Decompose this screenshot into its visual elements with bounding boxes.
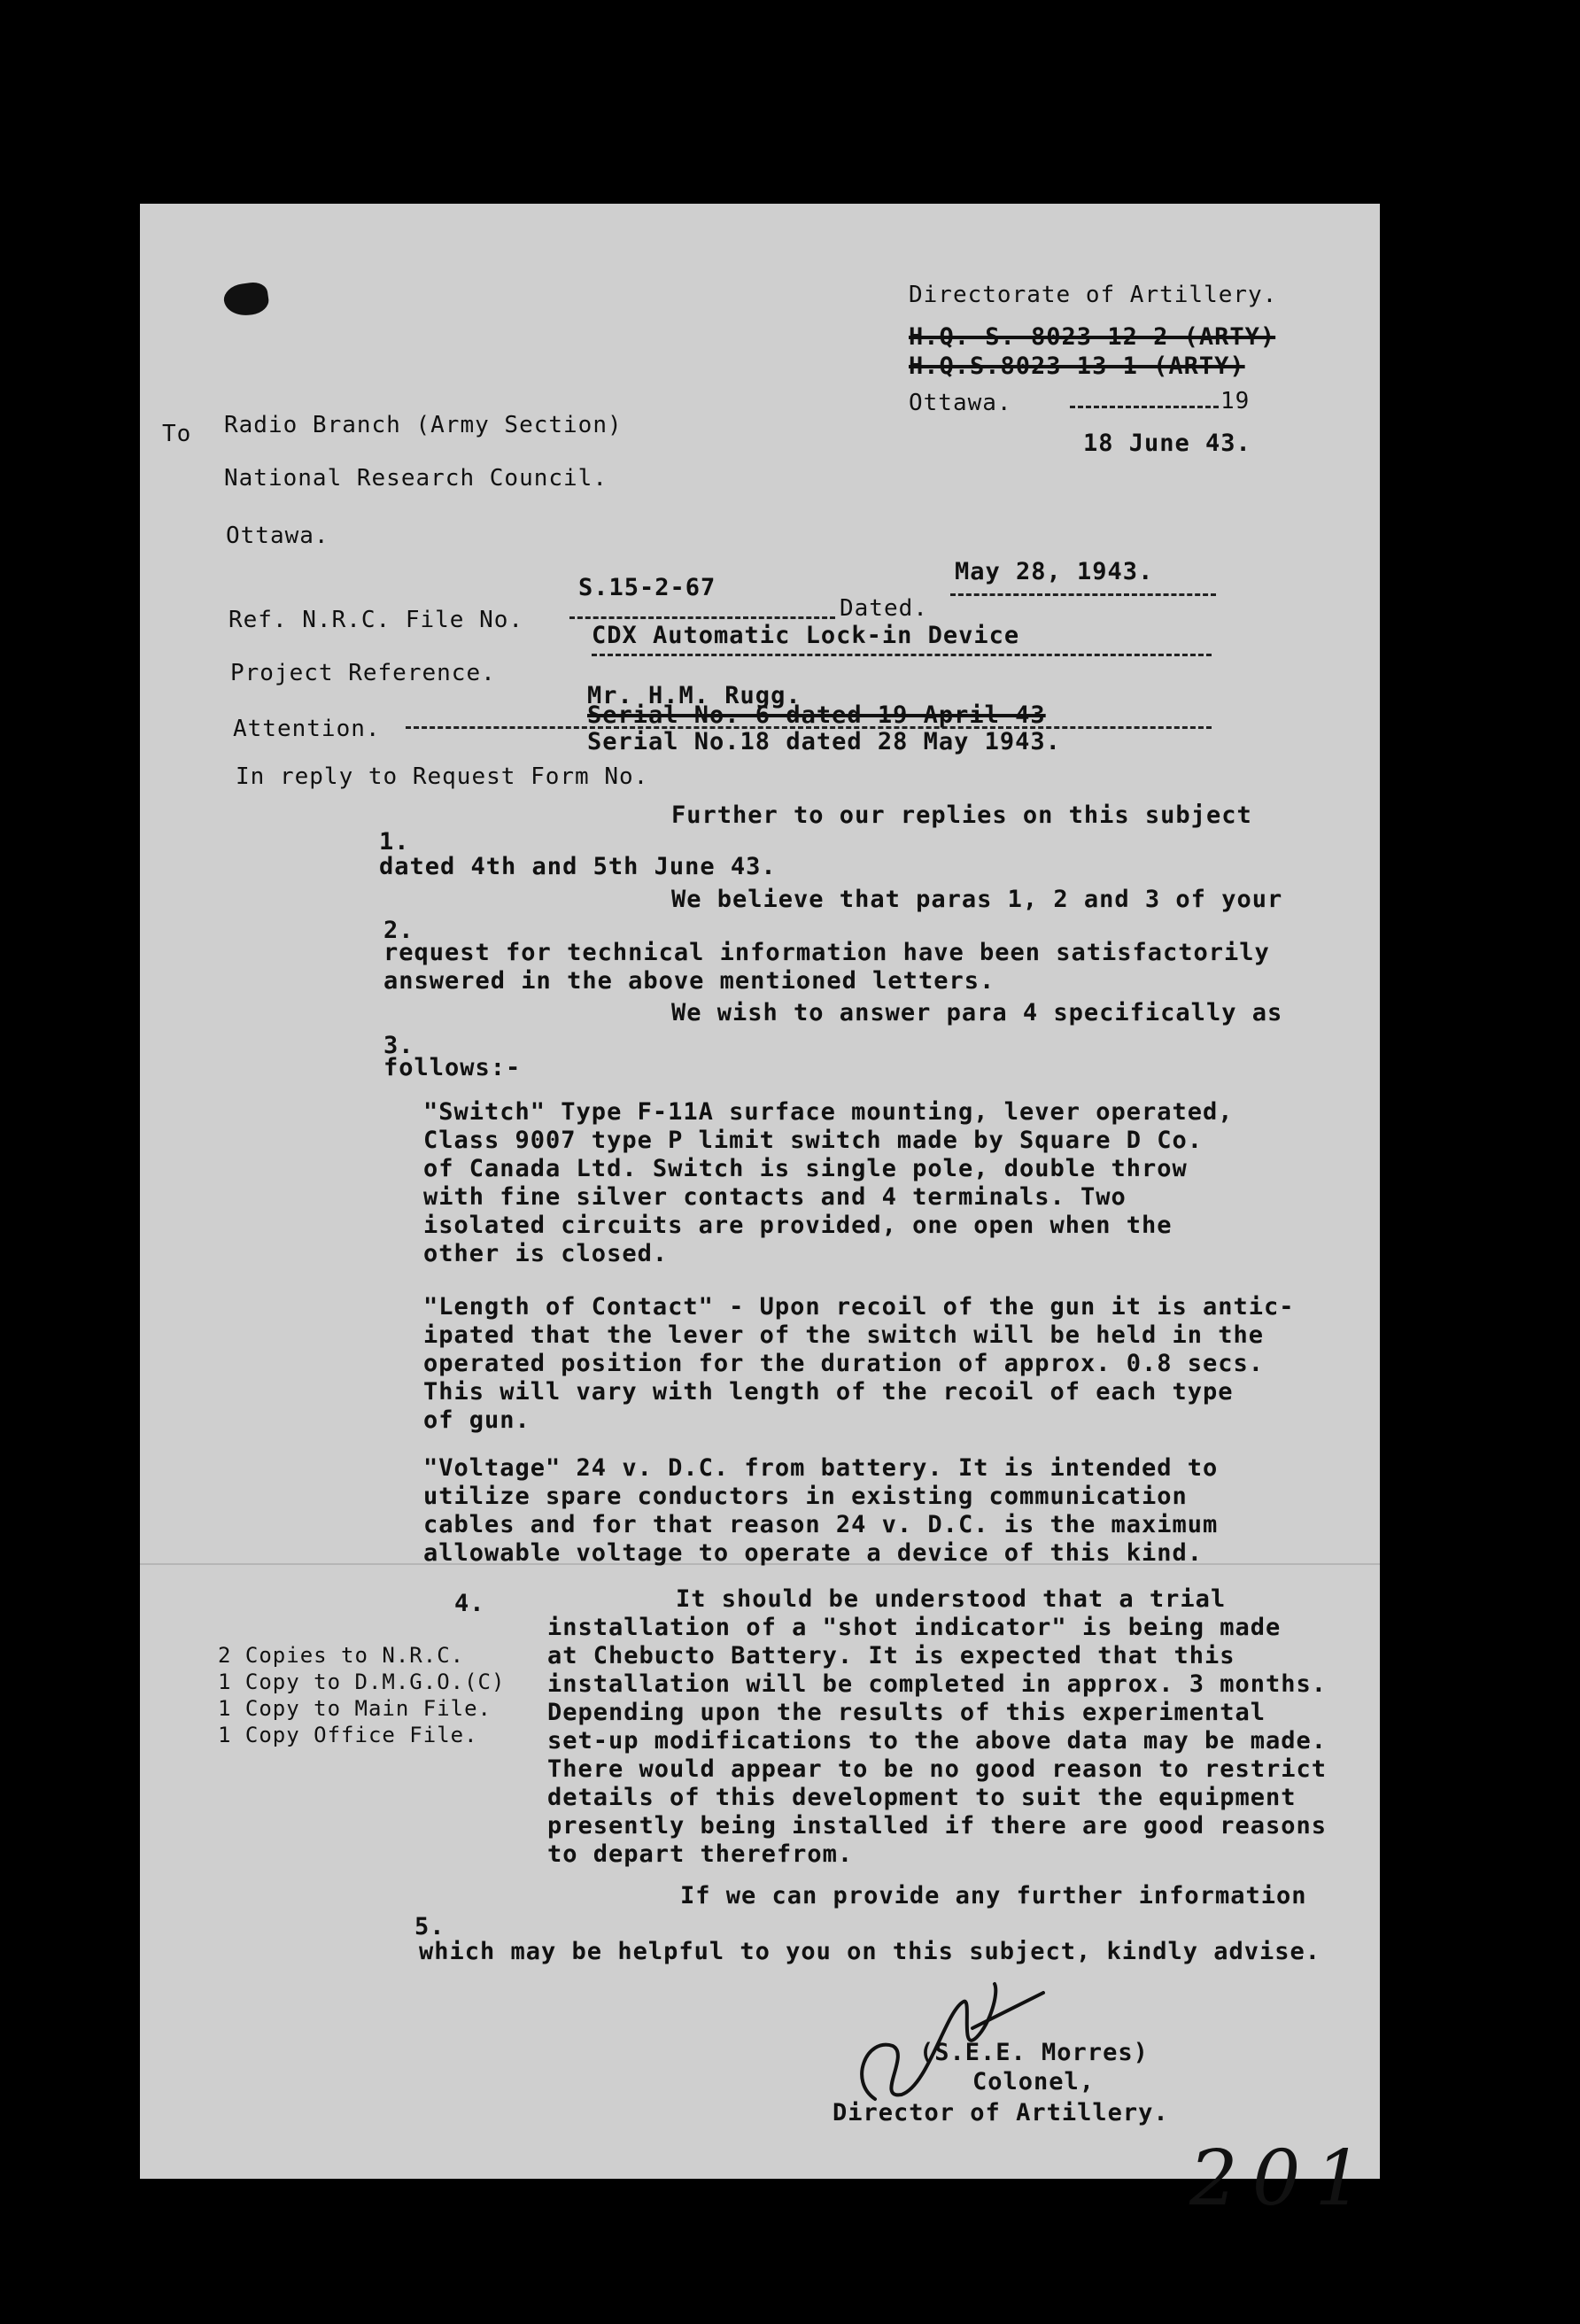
para-1-line-2: dated 4th and 5th June 43. bbox=[379, 853, 777, 880]
file-no-dashes bbox=[569, 616, 835, 619]
serial-new: Serial No.18 dated 28 May 1943. bbox=[587, 728, 1061, 755]
switch-line-1: "Switch" Type F-11A surface mounting, lever operated, bbox=[423, 1098, 1234, 1126]
para-4-line-1: It should be understood that a trial bbox=[676, 1585, 1227, 1613]
voltage-line-2: utilize spare conductors in existing communication bbox=[423, 1483, 1188, 1510]
addressee-line-3: Ottawa. bbox=[226, 523, 329, 549]
switch-line-2: Class 9007 type P limit switch made by Square D Co. bbox=[423, 1127, 1204, 1154]
to-label: To bbox=[162, 421, 192, 447]
para-2-line-1: We believe that paras 1, 2 and 3 of your bbox=[671, 886, 1283, 913]
para-1-line-1: Further to our replies on this subject bbox=[671, 802, 1252, 829]
signatory-rank: Colonel, bbox=[972, 2068, 1096, 2095]
ink-blot bbox=[222, 281, 271, 319]
switch-line-6: other is closed. bbox=[423, 1240, 669, 1267]
para-4-line-7: There would appear to be no good reason to restrict bbox=[547, 1755, 1328, 1783]
letter-date: 18 June 43. bbox=[1083, 430, 1251, 457]
signatory-name: (S.E.E. Morres) bbox=[919, 2039, 1149, 2066]
year-suffix: 19 bbox=[1220, 388, 1251, 414]
para-3-number: 3. bbox=[383, 1032, 414, 1059]
attention-label: Attention. bbox=[233, 716, 381, 742]
contact-line-1: "Length of Contact" - Upon recoil of the gun it is antic- bbox=[423, 1293, 1295, 1321]
para-5-line-1: If we can provide any further information bbox=[680, 1882, 1307, 1910]
para-4-line-6: set-up modifications to the above data may be made. bbox=[547, 1727, 1328, 1755]
voltage-line-3: cables and for that reason 24 v. D.C. is the maximum bbox=[423, 1511, 1219, 1538]
para-5-number: 5. bbox=[414, 1913, 445, 1941]
handwritten-page-number: 201 bbox=[1189, 2134, 1378, 2223]
file-no-label: Ref. N.R.C. File No. bbox=[228, 607, 524, 633]
hq-reference: H.Q.S.8023-13-1 (ARTY) bbox=[909, 352, 1245, 380]
para-3-line-2: follows:- bbox=[383, 1054, 522, 1081]
request-form-label: In reply to Request Form No. bbox=[236, 763, 649, 790]
para-2-line-3: answered in the above mentioned letters. bbox=[383, 967, 995, 995]
project-label: Project Reference. bbox=[230, 660, 496, 686]
signatory-title: Director of Artillery. bbox=[833, 2099, 1169, 2126]
addressee-line-1: Radio Branch (Army Section) bbox=[224, 412, 623, 438]
copies-line-2: 1 Copy to D.M.G.O.(C) bbox=[218, 1669, 506, 1694]
serial-old: Serial No. 6 dated 19 April 43 bbox=[587, 701, 1046, 729]
place-label: Ottawa. bbox=[909, 390, 1012, 416]
para-2-line-2: request for technical information have been satisfactorily bbox=[383, 939, 1270, 966]
voltage-line-4: allowable voltage to operate a device of this kind. bbox=[423, 1539, 1204, 1567]
para-2-number: 2. bbox=[383, 917, 414, 944]
hq-reference-old: H.Q. S. 8023-12-2 (ARTY) bbox=[909, 323, 1276, 351]
contact-line-3: operated position for the duration of approx. 0.8 secs. bbox=[423, 1350, 1265, 1377]
contact-line-4: This will vary with length of the recoil of each type bbox=[423, 1378, 1234, 1406]
para-4-line-8: details of this development to suit the equipment bbox=[547, 1784, 1297, 1811]
dated-dashes bbox=[950, 593, 1216, 596]
attention-value: Mr. H.M. Rugg. bbox=[587, 682, 802, 709]
contact-line-2: ipated that the lever of the switch will be held in the bbox=[423, 1321, 1265, 1349]
document-page bbox=[140, 204, 1380, 2223]
copies-line-3: 1 Copy to Main File. bbox=[218, 1696, 492, 1721]
para-4-line-4: installation will be completed in approx. 3 months. bbox=[547, 1670, 1328, 1698]
contact-line-5: of gun. bbox=[423, 1406, 531, 1434]
dated-label: Dated. bbox=[840, 595, 928, 622]
year-dashes bbox=[1070, 406, 1219, 408]
file-no-value: S.15-2-67 bbox=[578, 574, 716, 601]
para-4-line-9: presently being installed if there are good reasons bbox=[547, 1812, 1328, 1840]
switch-line-4: with fine silver contacts and 4 terminals. Two bbox=[423, 1183, 1127, 1211]
para-4-line-2: installation of a "shot indicator" is being made bbox=[547, 1614, 1282, 1641]
project-value: CDX Automatic Lock-in Device bbox=[592, 622, 1020, 649]
directorate-heading: Directorate of Artillery. bbox=[909, 282, 1278, 308]
project-dashes bbox=[592, 654, 1212, 656]
dated-value: May 28, 1943. bbox=[955, 558, 1154, 585]
para-3-line-1: We wish to answer para 4 specifically as bbox=[671, 999, 1283, 1026]
addressee-line-2: National Research Council. bbox=[224, 465, 608, 492]
para-5-line-2: which may be helpful to you on this subject, kindly advise. bbox=[419, 1938, 1321, 1965]
voltage-line-1: "Voltage" 24 v. D.C. from battery. It is intended to bbox=[423, 1454, 1219, 1482]
copies-line-1: 2 Copies to N.R.C. bbox=[218, 1643, 465, 1668]
switch-line-3: of Canada Ltd. Switch is single pole, double throw bbox=[423, 1155, 1188, 1182]
para-4-line-3: at Chebucto Battery. It is expected that this bbox=[547, 1642, 1235, 1669]
para-4-line-5: Depending upon the results of this experimental bbox=[547, 1699, 1266, 1726]
para-4-number: 4. bbox=[454, 1590, 485, 1617]
para-1-number: 1. bbox=[379, 828, 410, 856]
copies-line-4: 1 Copy Office File. bbox=[218, 1723, 478, 1747]
para-4-line-10: to depart therefrom. bbox=[547, 1840, 854, 1868]
switch-line-5: isolated circuits are provided, one open when the bbox=[423, 1212, 1173, 1239]
